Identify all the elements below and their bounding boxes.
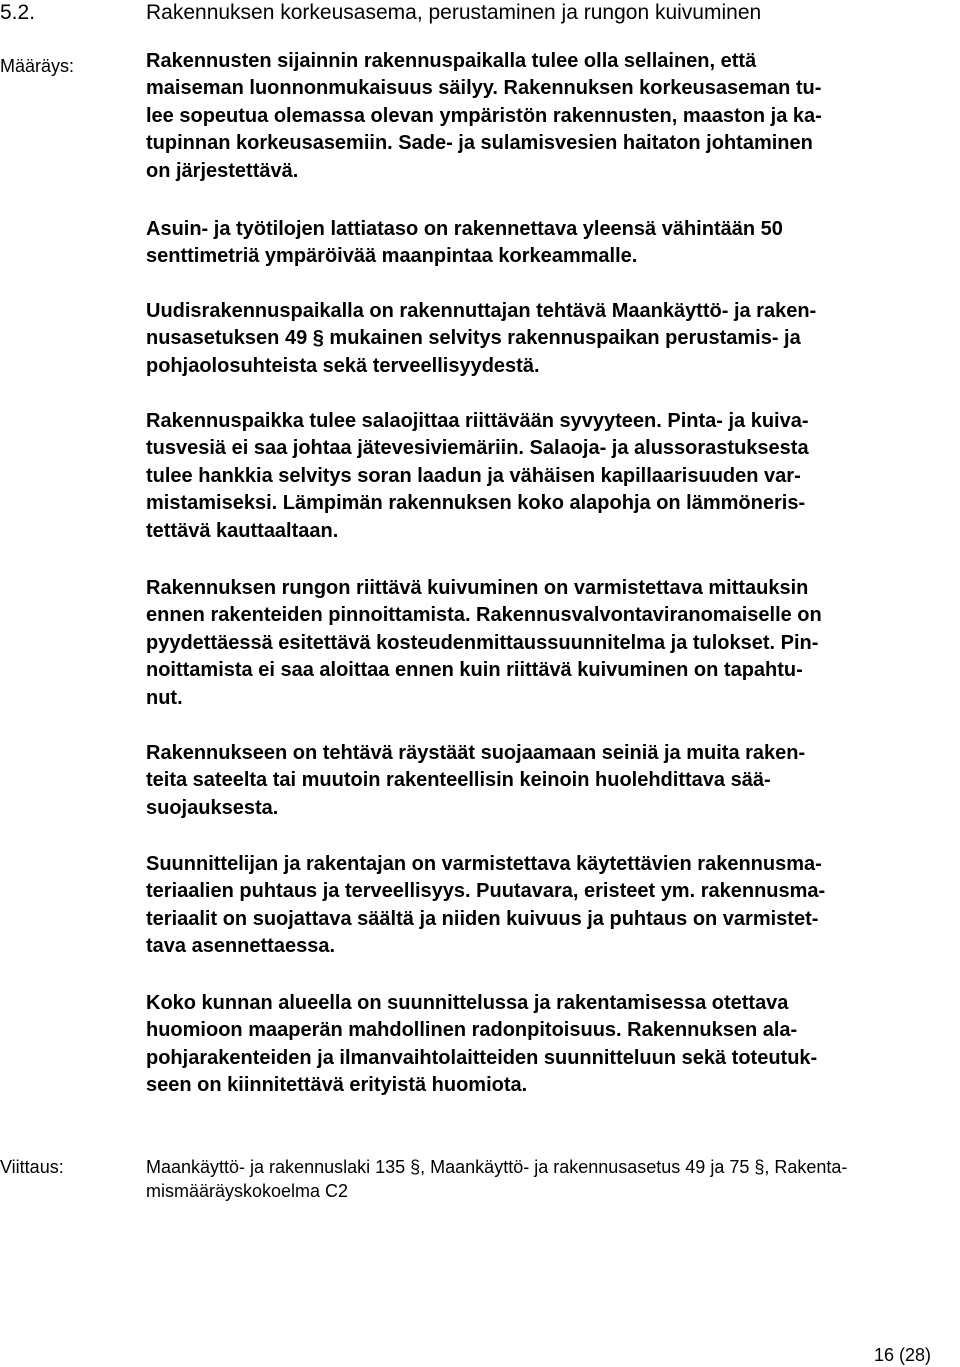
regulation-label: Määräys: — [0, 56, 75, 76]
text-line: maiseman luonnonmukaisuus säilyy. Rakennuksen korkeusaseman tu- — [146, 77, 822, 100]
text-line: Suunnittelijan ja rakentajan on varmistettava käytettävien rakennusma- — [146, 853, 822, 875]
text-line: mistamiseksi. Lämpimän rakennuksen koko alapohja on lämmöneris- — [146, 492, 806, 515]
text-line: ennen rakenteiden pinnoittamista. Rakennusvalvontaviranomaiselle on — [146, 604, 822, 627]
text-line: Rakennusten sijainnin rakennuspaikalla tulee olla sellainen, että — [146, 50, 757, 72]
text-line: Uudisrakennuspaikalla on rakennuttajan tehtävä Maankäyttö- ja raken- — [146, 300, 817, 322]
regulation-paragraph — [146, 740, 954, 822]
text-line: noittamista ei saa aloittaa ennen kuin riittävä kuivuminen on tapahtu- — [146, 659, 803, 682]
text-line: tusvesiä ei saa johtaa jätevesiviemäriin. Salaoja- ja alussorastuksesta — [146, 437, 809, 460]
text-line: senttimetriä ympäröivää maanpintaa korkeammalle. — [146, 245, 638, 268]
reference-text — [146, 1155, 946, 1203]
regulation-paragraph — [146, 216, 954, 271]
text-line: mismääräyskokoelma C2 — [146, 1181, 349, 1201]
text-line: pohjaolosuhteista sekä terveellisyydestä. — [146, 354, 540, 377]
text-line: Rakennuksen rungon riittävä kuivuminen on varmistettava mittauksin — [146, 577, 809, 599]
text-line: lee sopeutua olemassa olevan ympäristön rakennusten, maaston ja ka- — [146, 104, 822, 127]
regulation-paragraph — [146, 990, 954, 1100]
text-line: teriaalien puhtaus ja terveellisyys. Puutavara, eristeet ym. rakennusma- — [146, 880, 826, 903]
text-line: teita sateelta tai muutoin rakenteellisin keinoin huolehdittava sää- — [146, 769, 771, 792]
regulation-paragraph — [146, 408, 954, 545]
text-line: nusasetuksen 49 § mukainen selvitys rakennuspaikan perustamis- ja — [146, 327, 801, 350]
regulation-paragraph — [146, 48, 954, 185]
text-line: tupinnan korkeusasemiin. Sade- ja sulamisvesien haitaton johtaminen — [146, 132, 813, 155]
text-line: teriaalit on suojattava säältä ja niiden kuivuus ja puhtaus on varmistet- — [146, 907, 819, 930]
text-line: pohjarakenteiden ja ilmanvaihtolaitteiden suunnitteluun sekä toteutuk- — [146, 1046, 818, 1069]
text-line: Rakennuspaikka tulee salaojittaa riittävään syvyyteen. Pinta- ja kuiva- — [146, 410, 809, 432]
section-title: Rakennuksen korkeusasema, perustaminen ja rungon kuivuminen — [146, 1, 762, 24]
text-line: Asuin- ja työtilojen lattiataso on rakennettava yleensä vähintään 50 — [146, 218, 783, 240]
text-line: huomioon maaperän mahdollinen radonpitoisuus. Rakennuksen ala- — [146, 1019, 798, 1042]
text-line: tettävä kauttaaltaan. — [146, 519, 339, 542]
text-line: suojauksesta. — [146, 796, 279, 819]
text-line: nut. — [146, 686, 183, 709]
text-line: Rakennukseen on tehtävä räystäät suojaamaan seiniä ja muita raken- — [146, 742, 806, 764]
reference-label: Viittaus: — [0, 1157, 64, 1177]
text-line: seen on kiinnitettävä erityistä huomiota. — [146, 1074, 528, 1097]
text-line: tulee hankkia selvitys soran laadun ja vähäisen kapillaarisuuden var- — [146, 464, 801, 487]
regulation-paragraph — [146, 575, 954, 712]
text-line: Maankäyttö- ja rakennuslaki 135 §, Maankäyttö- ja rakennusasetus 49 ja 75 §, Rakenta- — [146, 1157, 848, 1177]
regulation-paragraph — [146, 298, 954, 380]
regulation-paragraph — [146, 851, 954, 961]
text-line: on järjestettävä. — [146, 159, 299, 182]
text-line: tava asennettaessa. — [146, 935, 336, 958]
section-number: 5.2. — [0, 1, 36, 24]
page-number: 16 (28) — [874, 1345, 932, 1365]
text-line: Koko kunnan alueella on suunnittelussa ja rakentamisessa otettava — [146, 992, 789, 1014]
text-line: pyydettäessä esitettävä kosteudenmittaussuunnitelma ja tulokset. Pin- — [146, 631, 819, 654]
